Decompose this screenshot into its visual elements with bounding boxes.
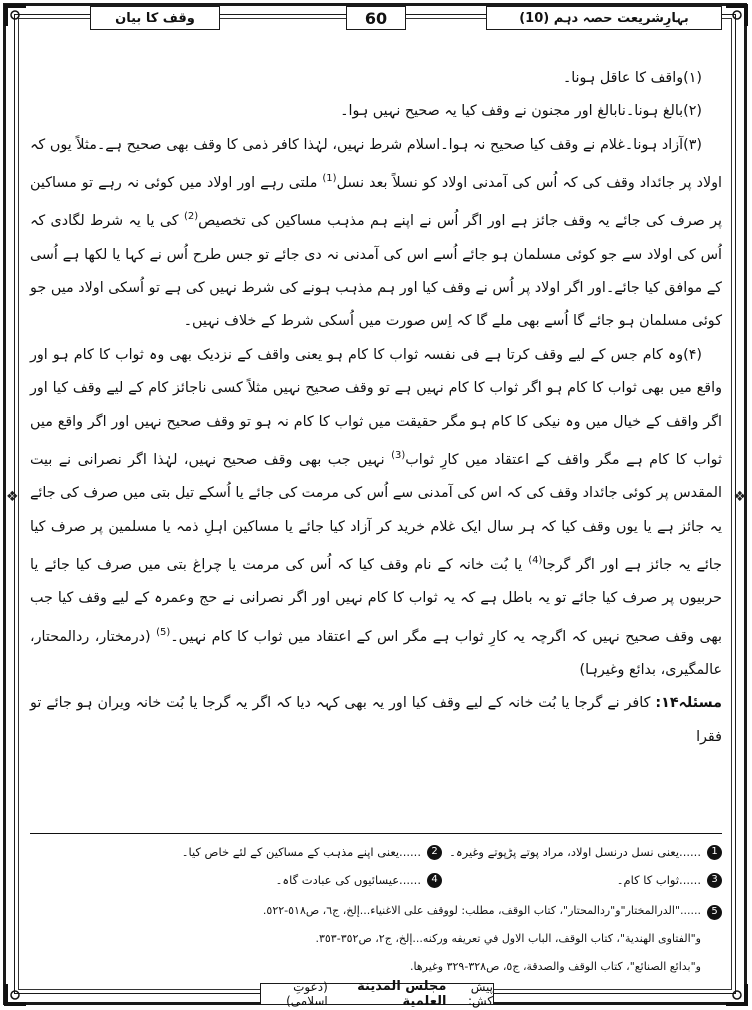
masala-label: مسئلہ۱۴: xyxy=(655,695,722,712)
condition-3-text: (۳)آزاد ہونا۔غلام نے وقف کیا صحیح نہ ہوا۔اسلام شرط نہیں، لہٰذا کافر ذمی کا وقف بھی صحیح ہے۔مثلاً یوں کہ اولاد پر جائداد وقف کی کہ اُس کی آمدنی اولاد کو نسلاً بعد نسل xyxy=(30,136,723,191)
footnote-text: ......یعنی نسل درنسل اولاد، مراد پوتے پڑپوتے وغیرہ۔ xyxy=(449,845,701,859)
page-header xyxy=(30,6,722,32)
footnote-text: ......عیسائیوں کی عبادت گاہ۔ xyxy=(275,873,421,887)
chapter-title: وقف کا بیان xyxy=(90,6,220,30)
source-reference: (درمختار، ردالمحتار، عالمگیری، بدائع وغیرہا) xyxy=(30,628,722,678)
masala-text: کافر نے گرجا یا بُت خانہ کے لیے وقف کیا اور یہ بھی کہہ دیا کہ اگر یہ گرجا یا بُت خانہ ویران ہو جائے تو فقرا xyxy=(30,695,722,745)
condition-4 xyxy=(30,339,722,687)
footnote-ref: (5) xyxy=(156,626,171,638)
condition-1: (۱)واقف کا عاقل ہونا۔ xyxy=(562,70,702,86)
page-number: 60 xyxy=(346,6,406,30)
book-title: بہارِشریعت حصہ دہم (10) xyxy=(486,6,722,30)
corner-ornament-icon xyxy=(724,982,750,1008)
footnote-ref: (4) xyxy=(528,554,543,566)
footnote-text: ......ثواب کا کام۔ xyxy=(616,873,701,887)
footnote-text: ......"الدرالمختار"و"ردالمحتار"، كتاب الوقف، مطلب: لووقف علی الاغنياء...إلخ، ج٦، ص٥١٨-٥٢٢. xyxy=(262,904,701,917)
footnote-text: ......یعنی اپنے مذہب کے مساکین کے لئے خاص کیا۔ xyxy=(181,845,421,859)
corner-ornament-icon xyxy=(2,2,28,28)
footnote-number: 3 xyxy=(707,873,722,888)
footnote-number: 5 xyxy=(707,905,722,920)
footnote-number: 2 xyxy=(427,845,442,860)
masala-14 xyxy=(30,687,722,754)
main-text xyxy=(30,62,722,754)
footnotes-row-2 xyxy=(30,866,722,894)
publisher-name: مجلس المدینة العلمیة xyxy=(357,979,447,1009)
footnote-3 xyxy=(442,866,722,894)
corner-ornament-icon xyxy=(724,2,750,28)
side-ornament-icon: ❖ xyxy=(733,489,746,505)
footnote-divider xyxy=(30,833,722,834)
footnote-ref: (3) xyxy=(391,450,406,461)
condition-4-text: یا بُت خانہ کے نام وقف کیا کہ اُس کی مرمت یا چراغ بتی میں صرف کیا جائے یا حربیوں پر صرف کیا جائے تو یہ باطل ہے کہ یہ ثواب کا کام نہیں اور اگر نصرانی نے حج وعمرہ کے لیے وقف کیا جب بھی وقف صحیح نہیں کہ اگرچہ یہ کارِ ثواب ہے مگر اس کے اعتقاد میں ثواب کا کام نہیں۔ xyxy=(30,556,722,645)
condition-3-text: ملتی رہے اور اولاد میں کوئی نہ رہے تو مساکین پر صرف کی جائے یہ وقف جائز ہے اور اگر اُس نے اپنے ہم مذہب مساکین کی تخصیص xyxy=(30,174,723,230)
footnote-text: و"الفتاوی الهندية"، كتاب الوقف، الباب الاول في تعريفه وركنه...إلخ، ج٢، ص٣٥٢-٣٥٣. xyxy=(315,932,701,945)
condition-4-text: (۴)وہ کام جس کے لیے وقف کرتا ہے فی نفسہ ثواب کا کام ہو یعنی واقف کے نزدیک بھی وہ ثواب کا کام ہو اور واقع میں بھی ثواب کا کام ہو اگر ثواب کا کام نہیں ہے تو وقف صحیح نہیں مثلاً کسی ناجائز کام کے لیے وقف کیا اور اگر واقف کے خیال میں وہ نیکی کا کام ہو مگر حقیقت میں ثواب کا کام نہ ہو تو وقف صحیح نہیں اور اگر واقع میں ثواب کا کام ہے مگر واقف کے اعتقاد میں کارِ ثواب xyxy=(30,346,722,468)
footnote-ref: (1) xyxy=(322,173,337,185)
footnotes-row-1 xyxy=(30,838,722,866)
footnote-ref: (2) xyxy=(183,211,199,223)
condition-3 xyxy=(30,129,722,339)
condition-4-text: نہیں جب بھی وقف صحیح نہیں، لہٰذا اگر نصرانی نے بیت المقدس پر کوئی جائداد وقف کی کہ اس کی آمدنی سے اُس کی مرمت کی جائے یا اُسکے تیل بتی میں صرف کی جائے یہ جائز ہے یا یوں وقف کیا کہ ہر سال ایک غلام خرید کر آزاد کیا جائے یا مساکین اہلِ ذمہ یا مسلمین پر صرف کیا جائے یہ جائز ہے اور اگر گرجا xyxy=(30,451,722,573)
condition-2: (۲)بالغ ہونا۔نابالغ اور مجنون نے وقف کیا یہ صحیح نہیں ہوا۔ xyxy=(340,103,702,120)
condition-3-text: کی یا یہ شرط لگادی کہ اُس کی اولاد سے جو کوئی مسلمان ہو جائے اُسے اس کی آمدنی نہ دی جائے تو جس طرح اُس نے کہا یا لکھا ہے اُسی کے موافق کیا جائے۔اور اگر اولاد پر اُس نے وقف کیا اور ہم مذہب ہونے کی شرط نہیں کی ہے تو اُسکی اولاد میں جو کوئی مسلمان ہو جائے گا اُسے بھی ملے گا کہ اِس صورت میں اُسکی شرط کے خلاف نہیں۔ xyxy=(30,213,722,330)
footnote-number: 4 xyxy=(427,873,442,888)
page-footer xyxy=(260,979,494,1009)
footer-suffix: (دعوتِ اسلامی) xyxy=(286,980,328,1008)
footnote-1 xyxy=(442,838,722,866)
side-ornament-icon: ❖ xyxy=(6,489,19,505)
footnote-text: و"بدائع الصنائع"، كتاب الوقف والصدقة، ج٥، ص٣٢٨-٣٢٩ وغيرها. xyxy=(410,960,701,973)
footnote-2 xyxy=(162,838,442,866)
footnote-5 xyxy=(30,896,722,981)
corner-ornament-icon xyxy=(2,982,28,1008)
footnote-number: 1 xyxy=(707,845,722,860)
footer-prefix: پیش کش: xyxy=(467,980,493,1008)
footnote-4 xyxy=(162,866,442,894)
